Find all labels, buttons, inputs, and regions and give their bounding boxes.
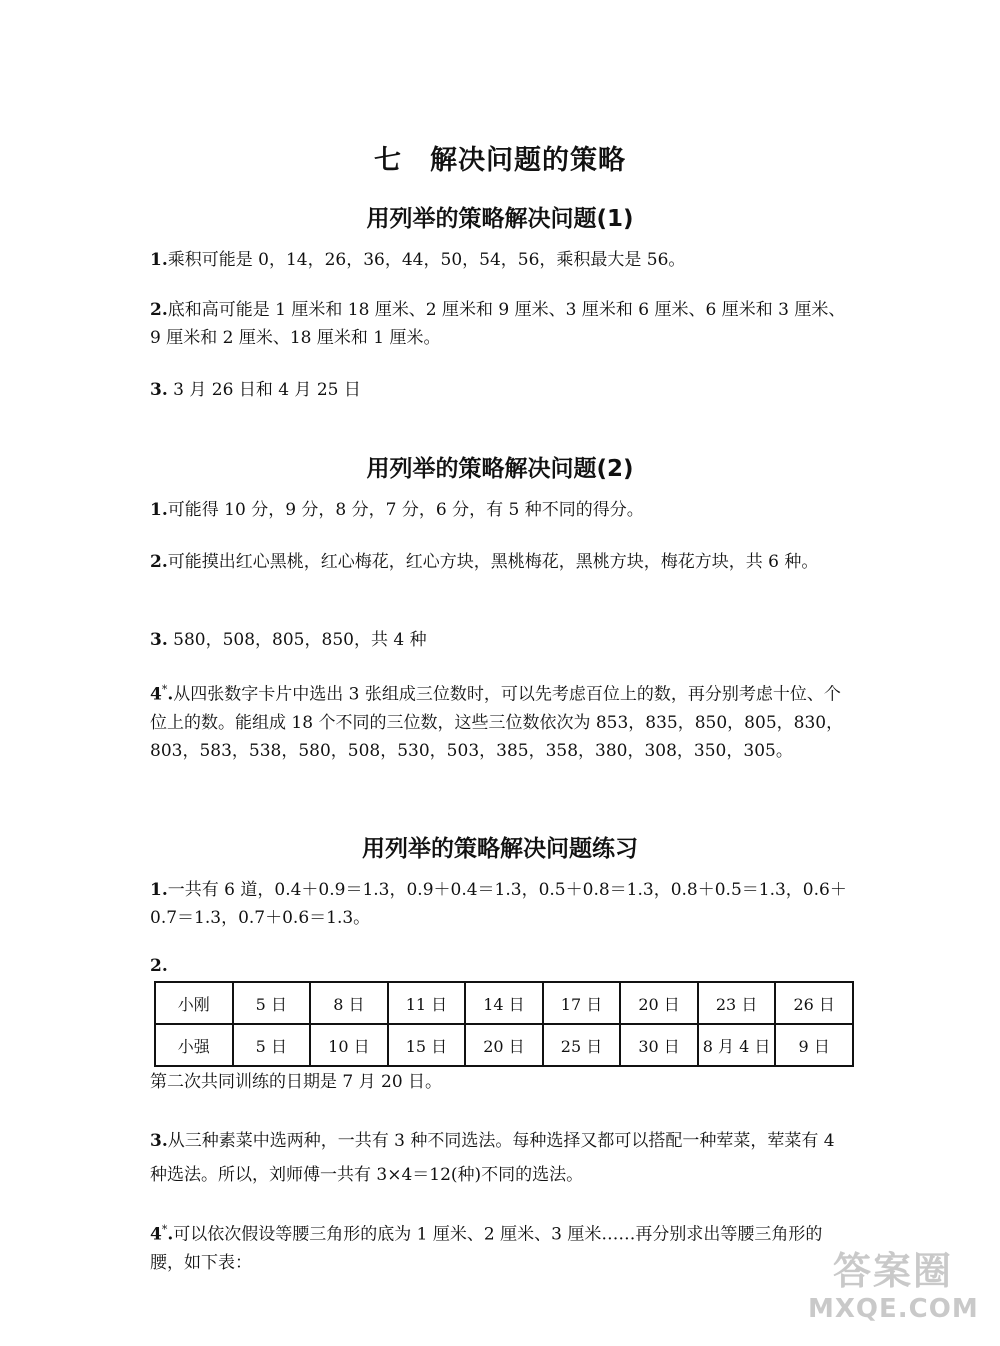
table-cell: 9 日 xyxy=(775,1024,853,1066)
answer-item: 3.从三种素菜中选两种，一共有 3 种不同选法。每种选择又都可以搭配一种荤菜，荤菜有 4 种选法。所以，刘师傅一共有 3×4＝12(种)不同的选法。 xyxy=(150,1131,835,1185)
section-title: 用列举的策略解决问题(1) xyxy=(366,206,634,232)
section-title: 用列举的策略解决问题练习 xyxy=(362,836,638,862)
table-row-name: 小强 xyxy=(155,1024,233,1066)
table-cell: 25 日 xyxy=(543,1024,621,1066)
section-title: 用列举的策略解决问题(2) xyxy=(366,456,634,482)
watermark-site: MXQE.COM xyxy=(808,1294,979,1324)
answer-item: 2.底和高可能是 1 厘米和 18 厘米、2 厘米和 9 厘米、3 厘米和 6 厘米、6 厘米和 3 厘米、9 厘米和 2 厘米、18 厘米和 1 厘米。 xyxy=(150,300,846,348)
answer-item: 4*.从四张数字卡片中选出 3 张组成三位数时，可以先考虑百位上的数，再分别考虑十位、个位上的数。能组成 18 个不同的三位数，这些三位数依次为 853，835，850，805，830，803，583，538，580，508，530，503，385，358，380，308，350，305。 xyxy=(150,683,844,761)
watermark xyxy=(808,1248,978,1330)
answer-item: 1.可能得 10 分，9 分，8 分，7 分，6 分，有 5 种不同的得分。 xyxy=(150,500,644,520)
answer-item: 3. 3 月 26 日和 4 月 25 日 xyxy=(150,380,361,400)
table-cell: 15 日 xyxy=(388,1024,466,1066)
table-row xyxy=(155,1024,853,1066)
answer-item: 2. xyxy=(150,956,168,976)
table-row xyxy=(155,982,853,1024)
table-cell: 5 日 xyxy=(233,1024,311,1066)
table-cell: 10 日 xyxy=(310,1024,388,1066)
table-cell: 8 月 4 日 xyxy=(698,1024,776,1066)
table-note: 第二次共同训练的日期是 7 月 20 日。 xyxy=(150,1072,443,1092)
table-cell: 17 日 xyxy=(543,982,621,1024)
answer-item: 1.一共有 6 道，0.4＋0.9＝1.3，0.9＋0.4＝1.3，0.5＋0.8＝1.3，0.8＋0.5＝1.3，0.6＋0.7＝1.3，0.7＋0.6＝1.3。 xyxy=(150,880,847,928)
table-cell: 14 日 xyxy=(465,982,543,1024)
training-schedule-table xyxy=(154,981,854,1067)
table-cell: 8 日 xyxy=(310,982,388,1024)
chapter-title: 七 解决问题的策略 xyxy=(374,145,626,176)
table-row-name: 小刚 xyxy=(155,982,233,1024)
table-cell: 5 日 xyxy=(233,982,311,1024)
table-cell: 23 日 xyxy=(698,982,776,1024)
table-cell: 20 日 xyxy=(620,982,698,1024)
answer-item: 1.乘积可能是 0，14，26，36，44，50，54，56，乘积最大是 56。 xyxy=(150,250,686,270)
table-cell: 30 日 xyxy=(620,1024,698,1066)
watermark-logo: 答案圈 xyxy=(832,1249,953,1293)
table-cell: 26 日 xyxy=(775,982,853,1024)
answer-item: 3. 580，508，805，850，共 4 种 xyxy=(150,630,427,650)
answer-item: 2.可能摸出红心黑桃，红心梅花，红心方块，黑桃梅花，黑桃方块，梅花方块，共 6 种。 xyxy=(150,552,819,572)
answer-item: 4*.可以依次假设等腰三角形的底为 1 厘米、2 厘米、3 厘米……再分别求出等腰三角形的腰，如下表： xyxy=(150,1223,823,1273)
table-cell: 11 日 xyxy=(388,982,466,1024)
table-cell: 20 日 xyxy=(465,1024,543,1066)
